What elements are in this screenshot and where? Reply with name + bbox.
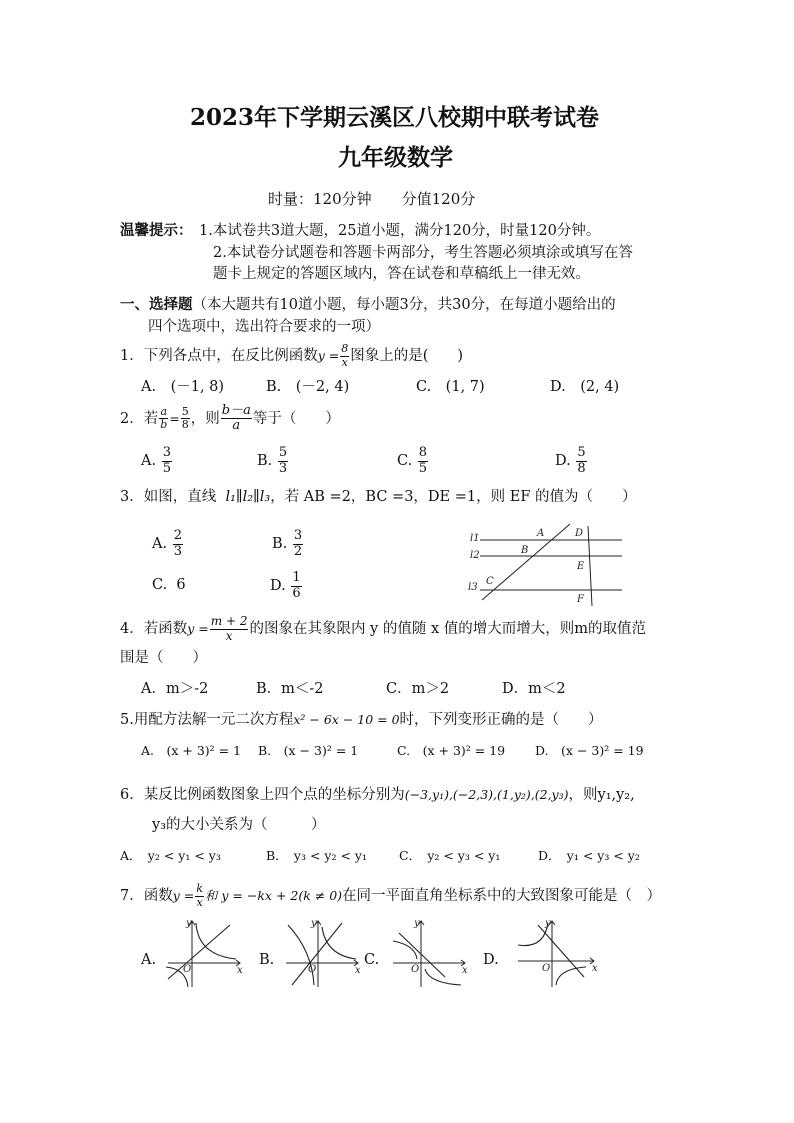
section-1-desc-1: （本大题共有10道小题，每小题3分，共30分，在每道小题给出的: [192, 297, 616, 313]
q2-text-a: 2．若: [120, 410, 159, 427]
q2-option-d[interactable]: D. $\frac{5}{8}$: [555, 445, 586, 476]
q2-fraction-expr: $\frac{b-a}{a}$: [221, 403, 251, 434]
q3-text-b: ，若 AB =2，BC =3，DE =1，则 EF 的值为（ ）: [270, 489, 637, 505]
q1-option-a[interactable]: A. (－1, 8): [141, 379, 225, 395]
q5-option-c[interactable]: C. (x + 3)² = 19: [397, 743, 506, 758]
question-6-stem: [120, 788, 635, 803]
q1-func-lhs: y =: [317, 348, 340, 363]
q6-text-b: ，则y₁,y₂,: [568, 787, 635, 803]
section-1-label: 一、选择题: [120, 296, 193, 313]
q1-option-b[interactable]: B. (－2, 4): [266, 379, 350, 395]
q7-func-lhs: y =: [172, 888, 195, 903]
question-3-stem: [120, 490, 636, 505]
label-l3: l3: [468, 582, 478, 593]
q6-option-c[interactable]: C． y₂ < y₃ < y₁: [399, 848, 501, 863]
svg-text:O: O: [411, 964, 420, 975]
q1-text-b: 图象上的是( ): [350, 348, 464, 364]
section-1-desc-2: 四个选项中，选出符合要求的一项）: [148, 319, 380, 335]
q6-text-c: y₃的大小关系为（ ）: [152, 817, 326, 833]
q6-points: (−3,y₁),(−2,3),(1,y₂),(2,y₃): [404, 787, 569, 802]
svg-text:O: O: [308, 964, 317, 975]
svg-text:x: x: [462, 965, 468, 976]
question-1-stem: [120, 343, 463, 369]
question-7-stem: [120, 882, 661, 910]
q7-graph-b[interactable]: [278, 915, 363, 990]
q7-graph-c[interactable]: [385, 915, 470, 990]
q5-text-b: 时，下列变形正确的是（ ）: [399, 712, 603, 728]
label-c: C: [486, 576, 494, 587]
q5-option-b[interactable]: B. (x − 3)² = 1: [258, 743, 359, 758]
label-a: A: [537, 528, 545, 539]
svg-text:y: y: [311, 918, 317, 929]
label-l2: l2: [470, 550, 480, 561]
q7-option-a-label[interactable]: A.: [141, 952, 157, 968]
exam-subject: 九年级数学: [338, 144, 453, 171]
q7-text-b: 在同一平面直角坐标系中的大致图象可能是（ ）: [342, 888, 662, 904]
q1-option-d[interactable]: D. (2, 4): [550, 379, 620, 395]
question-4-stem: [120, 614, 646, 644]
q7-func-fraction: $\frac{k}{x}$: [196, 882, 203, 909]
q5-option-d[interactable]: D. (x − 3)² = 19: [535, 743, 644, 758]
q2-equals: =: [169, 410, 180, 426]
q1-option-c[interactable]: C. (1, 7): [416, 379, 485, 395]
q5-option-a[interactable]: A. (x + 3)² = 1: [141, 743, 242, 758]
q2-option-b[interactable]: B. $\frac{5}{3}$: [257, 445, 288, 476]
q7-option-c-label[interactable]: C.: [364, 952, 380, 968]
q3-option-a[interactable]: A. $\frac{2}{3}$: [152, 528, 182, 559]
svg-text:x: x: [237, 965, 243, 976]
q7-text-a: 7．函数: [120, 888, 173, 904]
q3-option-d[interactable]: D. $\frac{1}{6}$: [270, 570, 301, 601]
tips-line-2: 2.本试卷分试题卷和答题卡两部分，考生答题必须填涂或填写在答: [213, 245, 633, 261]
q3-text-a: 3．如图，直线: [120, 489, 217, 505]
q7-option-d-label[interactable]: D.: [483, 952, 499, 968]
q2-text-b: 等于（ ）: [252, 410, 340, 427]
label-b: B: [521, 545, 529, 556]
q3-parallel-lines: l₁∥l₂∥l₃: [225, 489, 271, 505]
q2-option-a[interactable]: A. $\frac{3}{5}$: [141, 445, 171, 476]
q4-option-c[interactable]: C．m＞2: [386, 681, 450, 697]
label-e: E: [577, 561, 585, 572]
q2-comma: ，则: [190, 410, 220, 427]
label-d: D: [575, 528, 584, 539]
q4-option-d[interactable]: D．m＜2: [502, 681, 566, 697]
exam-title: 2023年下学期云溪区八校期中联考试卷: [190, 104, 600, 131]
q3-option-b[interactable]: B. $\frac{3}{2}$: [272, 528, 303, 559]
q7-graph-d[interactable]: [510, 915, 600, 990]
svg-text:x: x: [355, 965, 361, 976]
section-1-heading: [120, 298, 616, 313]
q4-option-b[interactable]: B．m＜-2: [256, 681, 324, 697]
q5-equation: x² − 6x − 10 = 0: [293, 712, 400, 727]
q3-figure: [466, 520, 626, 608]
q4-text-c: 围是（ ）: [120, 650, 207, 666]
svg-text:y: y: [186, 918, 192, 929]
q6-option-a[interactable]: A． y₂ < y₁ < y₃: [120, 848, 221, 863]
transversal-ac: [482, 524, 570, 600]
q2-fraction-a-b: $\frac{a}{b}$: [160, 405, 168, 432]
label-l1: l1: [470, 533, 480, 544]
q6-option-b[interactable]: B． y₃ < y₂ < y₁: [266, 848, 367, 863]
q2-fraction-5-8: $\frac{5}{8}$: [181, 405, 189, 432]
q6-text-a: 6．某反比例函数图象上四个点的坐标分别为: [120, 787, 405, 803]
q7-graph-a[interactable]: [160, 915, 245, 990]
q4-func-lhs: y =: [187, 621, 209, 636]
q7-func-b: 和 y = −kx + 2(k ≠ 0): [204, 888, 343, 903]
svg-text:x: x: [592, 963, 598, 974]
q5-text-a: 5.用配方法解一元二次方程: [120, 712, 294, 728]
q4-text-a: 4．若函数: [120, 621, 188, 637]
q7-option-b-label[interactable]: B.: [259, 952, 275, 968]
q3-option-c[interactable]: C. 6: [152, 577, 186, 593]
q4-text-b: 的图象在其象限内 y 的值随 x 值的增大而增大，则m的取值范: [249, 621, 647, 637]
tips-label: 温馨提示：: [120, 222, 193, 239]
transversal-df: [588, 526, 592, 606]
question-5-stem: [120, 713, 603, 728]
label-f: F: [577, 594, 584, 605]
q1-text-a: 1．下列各点中，在反比例函数: [120, 348, 318, 364]
svg-text:O: O: [183, 964, 192, 975]
q4-func-fraction: $\frac{m + 2}{x}$: [210, 614, 248, 643]
q2-option-c[interactable]: C. $\frac{8}{5}$: [397, 445, 428, 476]
q1-func-fraction: $\frac{8}{x}$: [341, 342, 349, 369]
q6-option-d[interactable]: D． y₁ < y₃ < y₂: [538, 848, 640, 863]
q4-option-a[interactable]: A．m＞-2: [141, 681, 209, 697]
svg-text:y: y: [545, 918, 551, 929]
svg-text:O: O: [542, 963, 551, 974]
question-2-stem: [120, 404, 340, 434]
svg-text:y: y: [414, 918, 420, 929]
tips-line-3: 题卡上规定的答题区域内，答在试卷和草稿纸上一律无效。: [213, 266, 590, 282]
time-and-score: 时量：120分钟 分值120分: [268, 190, 476, 208]
tips-line-1: 1.本试卷共3道大题，25道小题，满分120分，时量120分钟。: [199, 223, 601, 239]
